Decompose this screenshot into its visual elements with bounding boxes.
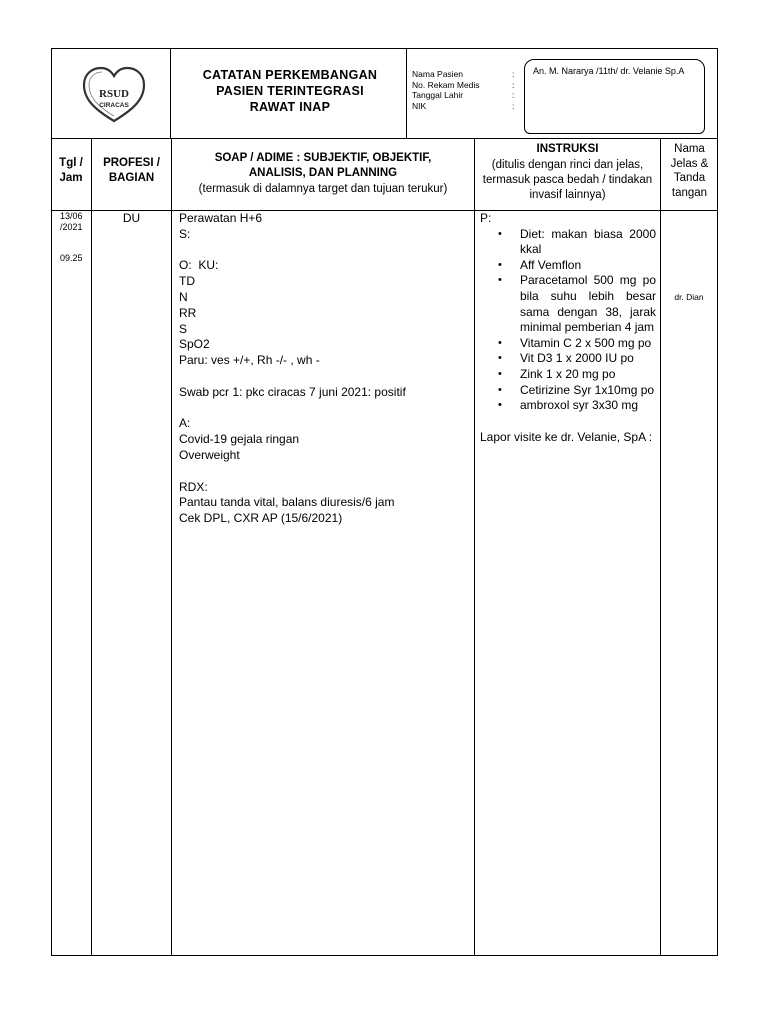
label-nik: NIK [412,100,427,111]
soap-line: S: [179,226,191,241]
soap-line: SpO2 [179,337,210,352]
logo-text-rsud: RSUD [99,88,129,100]
instruction-item: • Zink 1 x 20 mg po [520,367,656,383]
soap-line [179,243,469,259]
instruction-item: • Cetirizine Syr 1x10mg po [520,383,656,399]
col-tgl-jam: Tgl / Jam [59,157,83,184]
soap-line: Overweight [179,447,240,462]
soap-line: Paru: ves +/+, Rh -/- , wh - [179,353,320,368]
soap-line: Perawatan H+6 [179,211,263,225]
instruction-item: • Vit D3 1 x 2000 IU po [520,351,656,367]
col-nama-ttd: Nama Jelas & Tanda tangan [670,143,709,199]
soap-line [179,401,469,417]
instruction-notes [480,211,656,445]
soap-line: Cek DPL, CXR AP (15/6/2021) [179,511,343,526]
col-divider-2 [171,138,172,956]
title-line-1: CATATAN PERKEMBANGAN [202,68,378,82]
soap-line: O: KU: [179,258,219,273]
col-divider-4 [660,138,661,956]
title-line-3: RAWAT INAP [249,100,331,114]
patient-id-labels [412,69,480,111]
patient-id-colons: : : : : [512,69,515,111]
instruction-item: • ambroxol syr 3x30 mg [520,398,656,414]
soap-notes [179,211,469,527]
soap-line: Swab pcr 1: pkc ciracas 7 juni 2021: positif [179,384,406,399]
header-divider [51,138,718,139]
heart-logo-icon [78,63,150,125]
label-tanggal-lahir: Tanggal Lahir [412,90,464,100]
soap-line: RR [179,305,197,320]
soap-line [179,369,469,385]
col-soap-subtitle: (termasuk di dalamnya target dan tujuan terukur) [198,183,448,195]
label-rekam-medis: No. Rekam Medis [412,79,480,90]
entry-time: 09.25 [60,253,83,263]
soap-line: RDX: [179,479,208,494]
logo-divider [170,48,171,138]
hospital-logo [78,63,150,125]
soap-line: A: [179,416,191,431]
soap-line: Pantau tanda vital, balans diuresis/6 jam [179,495,395,510]
title-line-2: PASIEN TERINTEGRASI [216,84,364,98]
col-divider-3 [474,138,475,956]
soap-line [179,464,469,480]
entry-date [60,211,83,233]
logo-text-ciracas: CIRACAS [99,102,129,109]
instruction-item: • Aff Vemflon [520,258,656,274]
col-instruksi-subtitle: (ditulis dengan rinci dan jelas, termasuk pasca bedah / tindakan invasif lainnya) [482,159,653,201]
instruction-item: • Paracetamol 500 mg po bila suhu lebih besar sama dengan 38, jarak minimal pemberian 4 jam [520,273,656,335]
soap-line: S [179,321,188,336]
col-divider-1 [91,138,92,956]
soap-line: N [179,289,188,304]
instruction-item: • Diet: makan biasa 2000 kkal [520,227,656,258]
form-title [172,67,408,115]
soap-line: TD [179,274,195,289]
entry-date-line-1: 13/06 [60,211,83,221]
instruction-list [480,227,656,414]
entry-date-line-2: /2021 [60,222,83,232]
col-soap-title: SOAP / ADIME : SUBJEKTIF, OBJEKTIF, ANALISIS, DAN PLANNING [214,152,432,179]
col-profesi: PROFESI / BAGIAN [103,157,160,184]
lapor-visite: Lapor visite ke dr. Velanie, SpA : [480,429,653,444]
patient-info: An. M. Nararya /11th/ dr. Velanie Sp.A [533,66,685,76]
label-nama-pasien: Nama Pasien [412,69,464,79]
instruction-item: • Vitamin C 2 x 500 mg po [520,336,656,352]
col-instruksi-title: INSTRUKSI [536,143,599,155]
signature-name: dr. Dian [674,292,704,302]
soap-line: Covid-19 gejala ringan [179,432,300,447]
patient-sticker [524,59,705,134]
entry-profesi: DU [122,211,141,225]
plan-label: P: [480,211,492,225]
